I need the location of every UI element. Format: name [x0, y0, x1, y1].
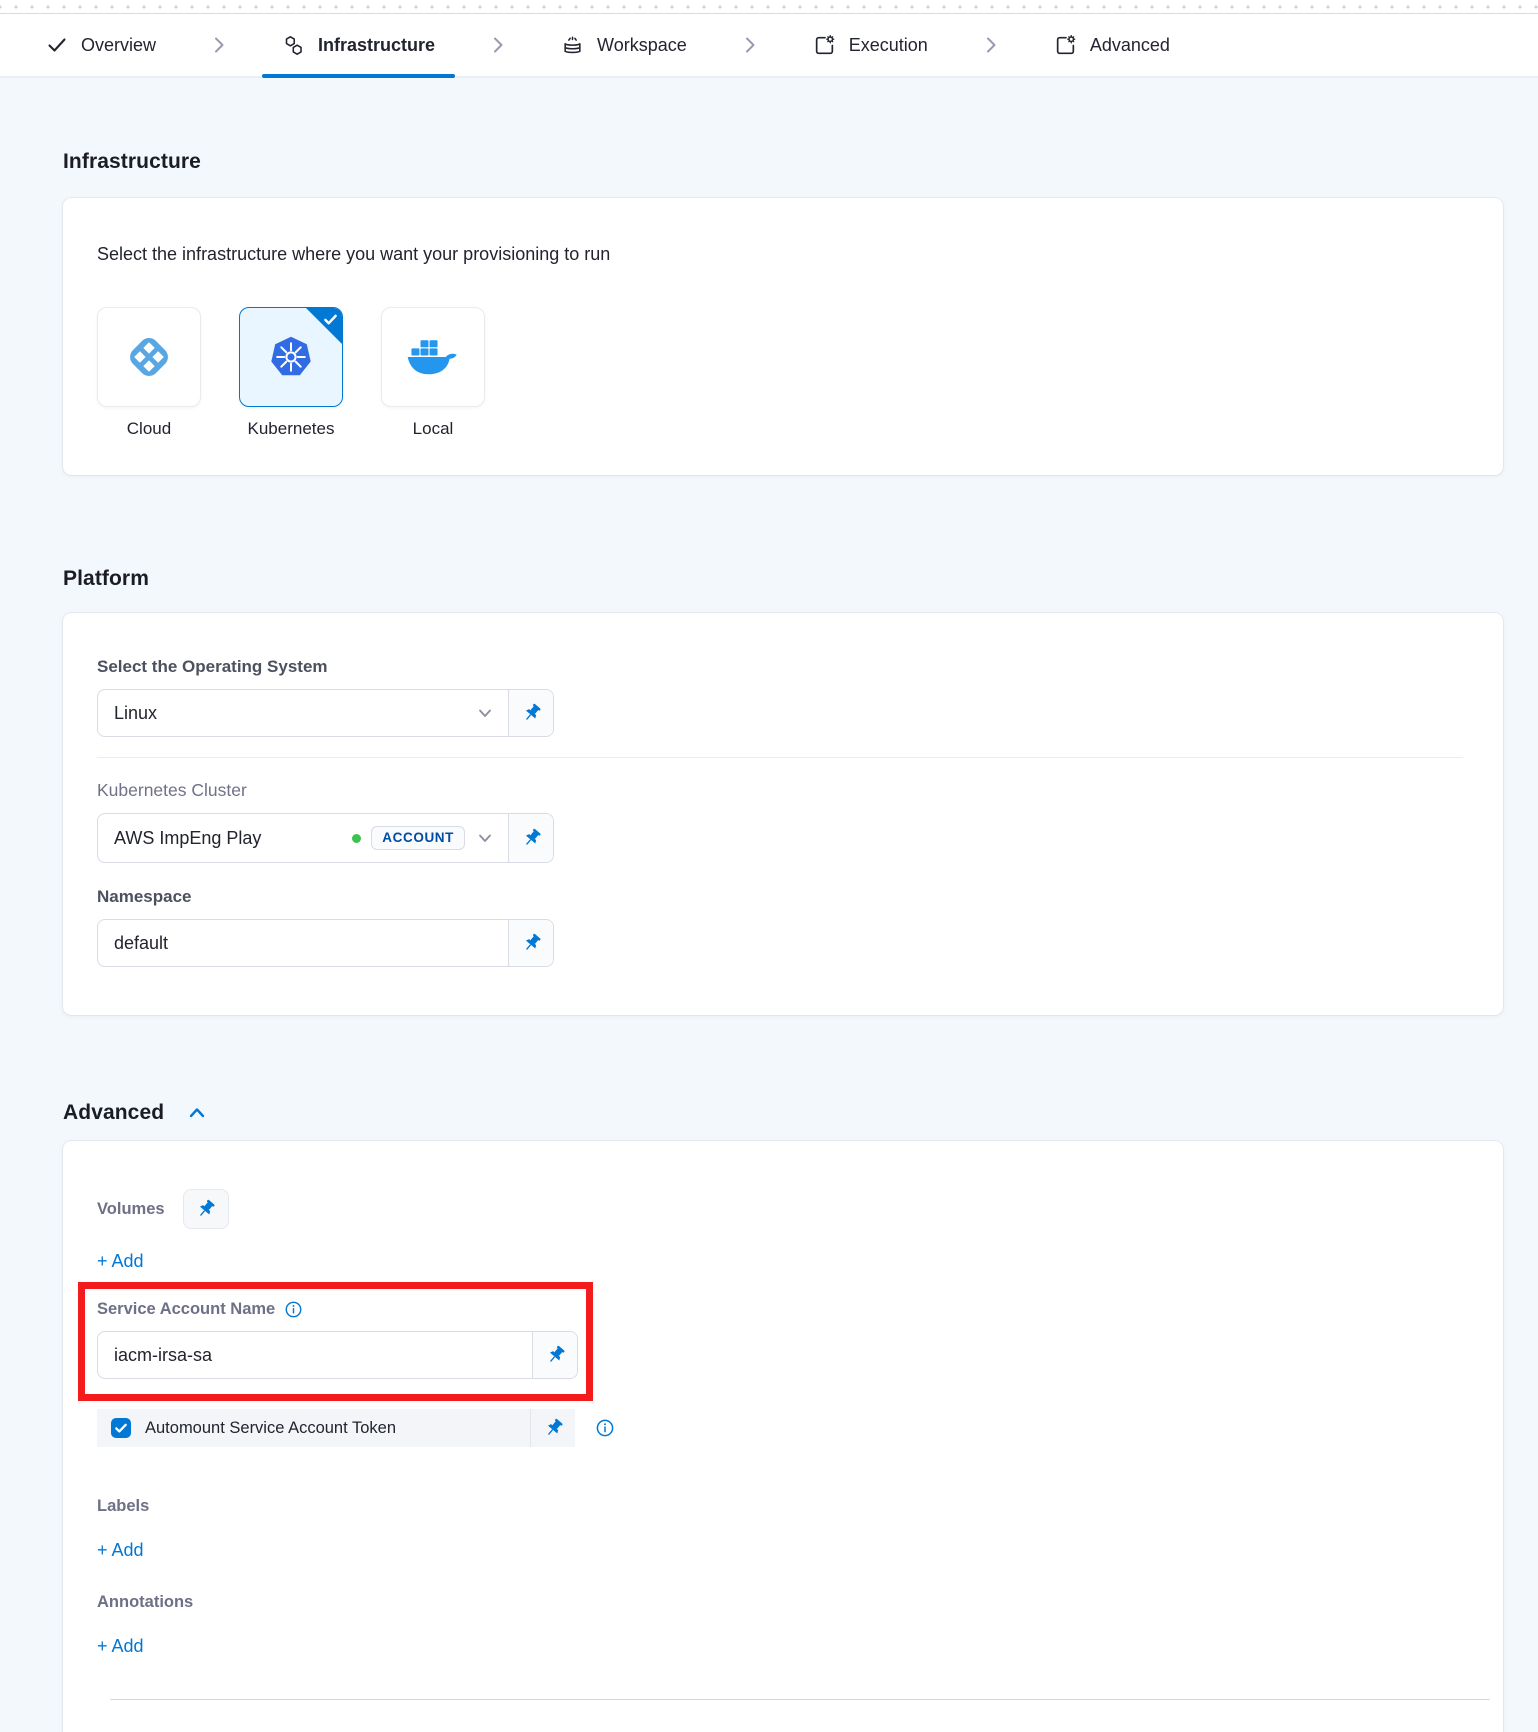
main-content: [0, 78, 1538, 1732]
infrastructure-prompt: Select the infrastructure where you want your provisioning to run: [97, 244, 611, 264]
pin-button[interactable]: [531, 1418, 575, 1439]
chevron-right-icon: [741, 34, 759, 56]
tab-label: Workspace: [597, 34, 687, 55]
divider: [110, 1699, 1490, 1700]
chevron-down-icon: [475, 703, 495, 723]
check-icon: [323, 312, 338, 332]
tab-label: Infrastructure: [318, 34, 436, 55]
connector-status-dot: [352, 834, 361, 843]
cluster-label: Kubernetes Cluster: [97, 780, 247, 800]
chevron-right-icon: [210, 34, 228, 56]
infra-option-local[interactable]: [381, 307, 485, 407]
automount-row: [97, 1409, 575, 1447]
add-annotation-link[interactable]: + Add: [97, 1636, 144, 1656]
info-icon[interactable]: [595, 1418, 615, 1438]
hexagons-icon: [282, 34, 305, 57]
volumes-label: Volumes: [97, 1199, 165, 1218]
tab-execution[interactable]: [805, 14, 936, 76]
os-select[interactable]: [97, 689, 554, 737]
pin-button[interactable]: [508, 920, 553, 966]
os-label: Select the Operating System: [97, 657, 328, 676]
box-gear-icon: [813, 34, 836, 57]
wizard-step-bar: [0, 14, 1538, 78]
info-icon[interactable]: [284, 1300, 303, 1319]
automount-label: Automount Service Account Token: [145, 1418, 397, 1437]
scope-badge: ACCOUNT: [371, 826, 465, 850]
pin-button[interactable]: [183, 1189, 229, 1229]
highlight-box: [78, 1282, 593, 1401]
cluster-select-value: AWS ImpEng Play: [114, 827, 262, 848]
tab-label: Overview: [81, 34, 157, 55]
service-account-input[interactable]: iacm-irsa-sa: [114, 1344, 213, 1365]
add-volume-link[interactable]: + Add: [97, 1251, 144, 1271]
namespace-input[interactable]: default: [114, 932, 169, 953]
collapse-chevron-up-icon[interactable]: [186, 1102, 208, 1124]
cluster-select[interactable]: [97, 813, 554, 863]
service-account-input-group: [97, 1331, 578, 1379]
os-select-value: Linux: [114, 702, 158, 723]
tab-label: Advanced: [1089, 34, 1170, 55]
add-label-link[interactable]: + Add: [97, 1540, 144, 1560]
tab-infrastructure[interactable]: [274, 14, 443, 76]
infra-option-label: Local: [412, 419, 454, 438]
platform-card: [63, 613, 1503, 1015]
cloud-provider-icon: [123, 331, 175, 383]
infra-option-label: Kubernetes: [247, 419, 335, 438]
infrastructure-section-heading: Infrastructure: [63, 150, 201, 173]
tab-overview[interactable]: [38, 14, 164, 76]
infrastructure-card: [63, 198, 1503, 475]
platform-section-heading: Platform: [63, 567, 149, 590]
advanced-card: [63, 1141, 1503, 1732]
check-icon: [46, 34, 68, 56]
infra-option-cloud[interactable]: [97, 307, 201, 407]
namespace-input-group: [97, 919, 554, 967]
infra-option-label: Cloud: [126, 419, 172, 438]
namespace-label: Namespace: [97, 887, 192, 906]
window-perforation-strip: [0, 0, 1538, 14]
infra-option-kubernetes[interactable]: [239, 307, 343, 407]
infrastructure-options: [97, 307, 1463, 439]
chevron-right-icon: [489, 34, 507, 56]
advanced-section-heading: Advanced: [63, 1101, 165, 1124]
layers-icon: [561, 34, 584, 57]
labels-label: Labels: [97, 1497, 150, 1515]
pin-button[interactable]: [508, 814, 553, 862]
tab-label: Execution: [848, 34, 928, 55]
annotations-label: Annotations: [97, 1593, 194, 1611]
box-gear-icon: [1054, 34, 1077, 57]
service-account-label: Service Account Name: [97, 1300, 276, 1318]
docker-icon: [405, 335, 461, 379]
pin-button[interactable]: [532, 1332, 577, 1378]
chevron-down-icon: [475, 828, 495, 848]
automount-checkbox[interactable]: [111, 1418, 131, 1438]
pin-button[interactable]: [508, 690, 553, 736]
tab-workspace[interactable]: [553, 14, 695, 76]
divider: [97, 757, 1463, 758]
chevron-right-icon: [982, 34, 1000, 56]
tab-advanced[interactable]: [1046, 14, 1178, 76]
